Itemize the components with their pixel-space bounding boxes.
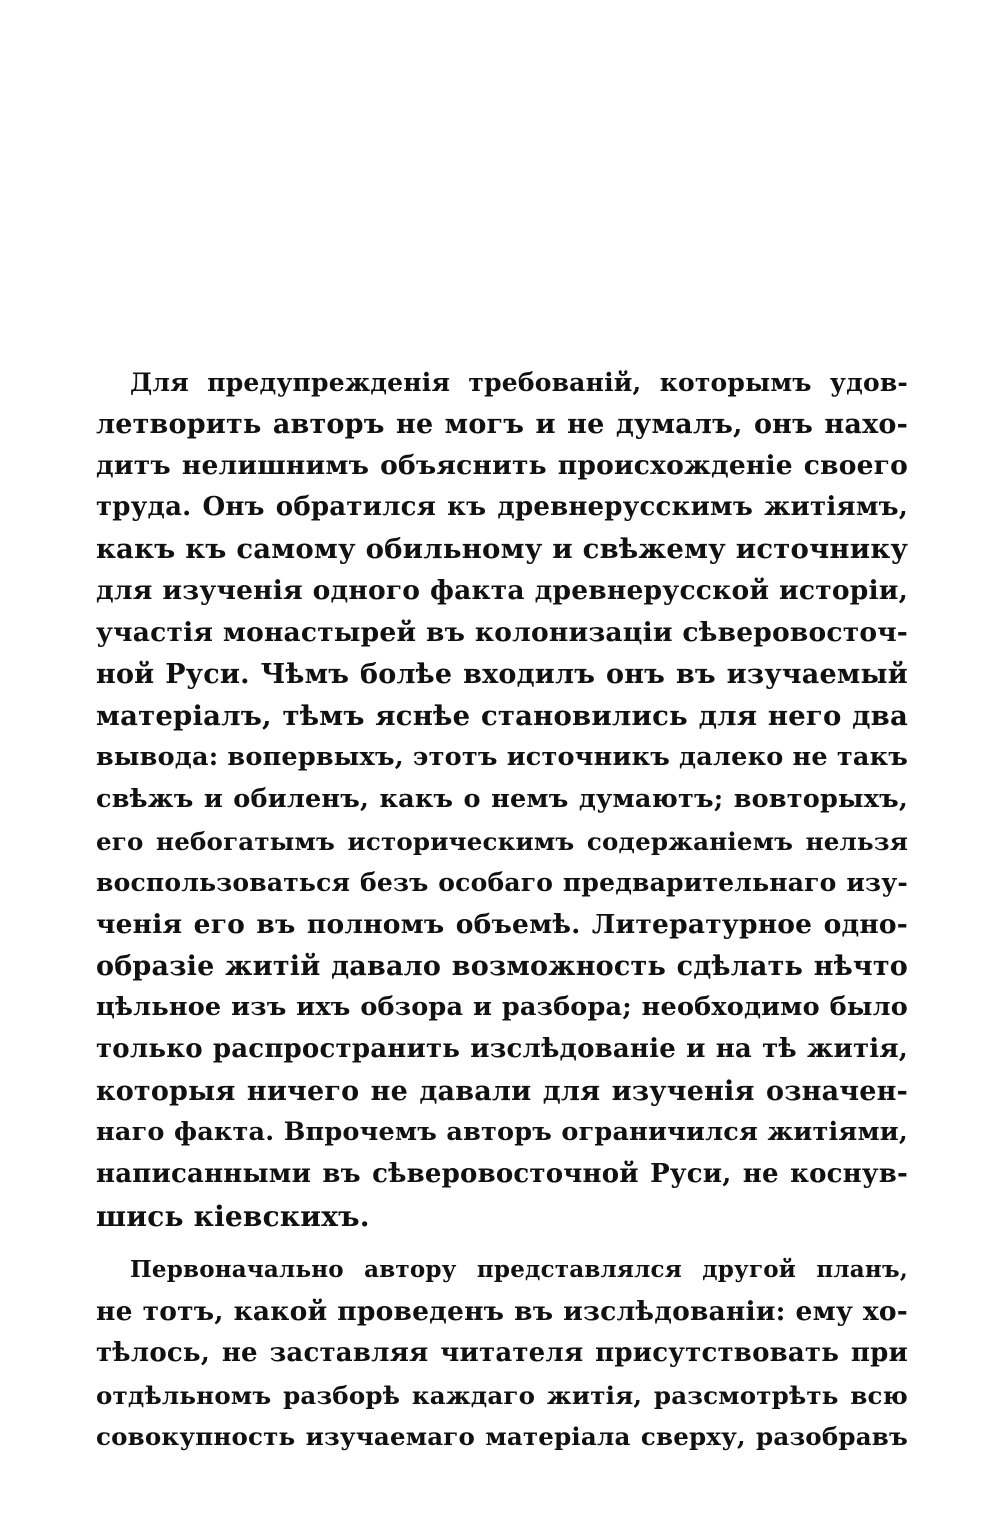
paragraph-2 xyxy=(96,1249,908,1457)
text-line: наго факта. Впрочемъ авторъ ограничился житіями, xyxy=(96,1117,908,1148)
text-line: цѣльное изъ ихъ обзора и разбора; необходимо было xyxy=(96,992,908,1023)
text-line: отдѣльномъ разборѣ каждаго житія, разсмотрѣть всю xyxy=(96,1380,908,1410)
text-line: его небогатымъ историческимъ содержаніемъ нельзя xyxy=(96,826,908,856)
text-line: совокупность изучаемаго матеріала сверху, разобравъ xyxy=(96,1422,908,1452)
text-line: летворить авторъ не могъ и не думалъ, онъ нахо- xyxy=(96,408,908,440)
text-line: тѣлось, не заставляя читателя присутствовать при xyxy=(96,1337,908,1368)
text-line: ной Руси. Чѣмъ болѣе входилъ онъ въ изучаемый xyxy=(96,658,908,690)
text-line: матеріалъ, тѣмъ яснѣе становились для него два xyxy=(96,699,908,732)
text-line: написанными въ сѣверовосточной Руси, не коснув- xyxy=(96,1159,908,1190)
text-line: воспользоваться безъ особаго предварительнаго изу- xyxy=(96,868,908,898)
paragraph-gap xyxy=(96,1237,908,1249)
text-line: которыя ничего не давали для изученія означен- xyxy=(96,1075,908,1107)
body-text xyxy=(96,362,908,1458)
text-line: шись кіевскихъ. xyxy=(96,1199,370,1233)
text-line: вывода: вопервыхъ, этотъ источникъ далеко не такъ xyxy=(96,742,908,773)
text-line: труда. Онъ обратился къ древнерусскимъ житіямъ, xyxy=(96,492,908,523)
text-line: для изученія одного факта древнерусской исторіи, xyxy=(96,575,908,607)
text-line: дитъ нелишнимъ объяснить происхожденіе своего xyxy=(96,450,908,482)
text-line: Для предупрежденія требованій, которымъ удов- xyxy=(130,368,908,397)
paragraph-1 xyxy=(96,362,908,1237)
text-line: какъ къ самому обильному и свѣжему источнику xyxy=(96,532,909,565)
text-line: Первоначально автору представлялся другой планъ, xyxy=(130,1256,908,1284)
text-line: участія монастырей въ колонизаціи сѣверовосточ- xyxy=(96,617,908,649)
text-line: ченія его въ полномъ объемѣ. Литературное одно- xyxy=(96,908,908,940)
text-line: только распространить изслѣдованіе и на тѣ житія, xyxy=(96,1034,908,1064)
text-line: не тотъ, какой проведенъ въ изслѣдованіи: ему хо- xyxy=(96,1296,908,1328)
text-line: образіе житій давало возможность сдѣлать нѣчто xyxy=(96,950,908,982)
text-line: свѣжъ и обиленъ, какъ о немъ думаютъ; вовторыхъ, xyxy=(96,783,908,814)
